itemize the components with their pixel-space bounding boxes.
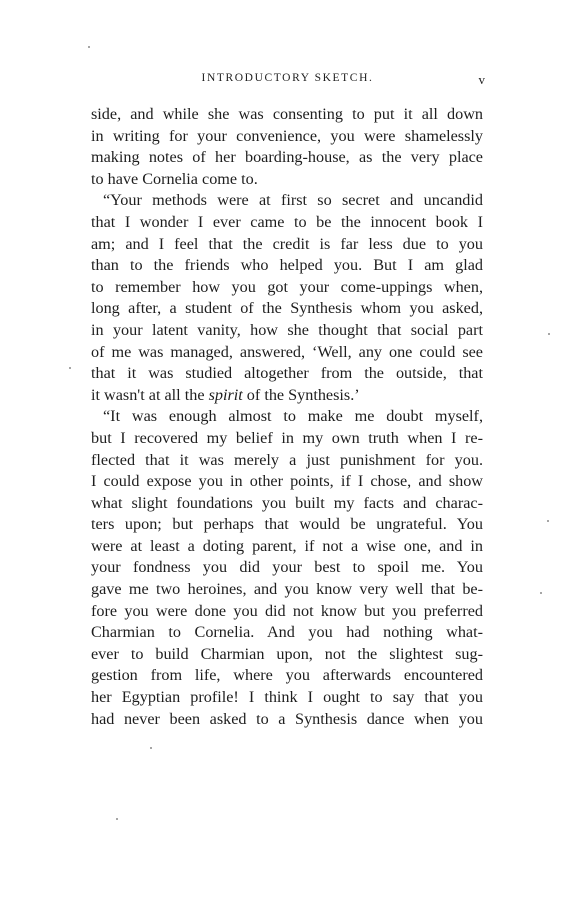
text-line: in your latent vanity, how she thought that social part — [91, 320, 483, 339]
text-line: fore you were done you did not know but you preferred — [91, 601, 483, 620]
page-number: v — [478, 72, 485, 87]
page-header — [90, 72, 485, 92]
paragraph-end-line: it wasn't at all the spirit of the Synthesis.’ — [91, 385, 360, 404]
scan-speck — [69, 367, 71, 369]
text-line: to remember how you got your come-uppings when, — [91, 277, 483, 296]
text-line: her Egyptian profile! I think I ought to say that you — [91, 688, 483, 707]
text-line: in writing for your convenience, you were shamelessly — [91, 126, 483, 145]
text-line: were at least a doting parent, if not a wise one, and in — [91, 536, 483, 555]
body-text — [91, 104, 483, 730]
paragraph-start-line: “It was enough almost to make me doubt myself, — [103, 407, 483, 426]
paragraph-end-line: to have Cornelia come to. — [91, 169, 258, 188]
text-line: am; and I feel that the credit is far less due to you — [91, 234, 483, 253]
text-line: I could expose you in other points, if I chose, and show — [91, 472, 483, 491]
text-line: than to the friends who helped you. But I am glad — [91, 256, 483, 275]
scan-speck — [547, 520, 549, 522]
text-line: making notes of her boarding-house, as the very place — [91, 148, 483, 167]
text-line: but I recovered my belief in my own truth when I re- — [91, 428, 483, 447]
text-line: ters upon; but perhaps that would be ungrateful. You — [91, 515, 483, 534]
text-line: Charmian to Cornelia. And you had nothing what- — [91, 623, 483, 642]
text-line: ever to build Charmian upon, not the slightest sug- — [91, 644, 483, 663]
text-line: that I wonder I ever came to be the innocent book I — [91, 212, 483, 231]
text-line: had never been asked to a Synthesis dance when you — [91, 709, 483, 728]
text-line: of me was managed, answered, ‘Well, any one could see — [91, 342, 483, 361]
text-line: what slight foundations you built my facts and charac- — [91, 493, 483, 512]
paragraph-start-line: “Your methods were at first so secret and uncandid — [103, 191, 483, 210]
running-head: INTRODUCTORY SKETCH. — [201, 72, 374, 84]
text-line: flected that it was merely a just punishment for you. — [91, 450, 483, 469]
text-line: side, and while she was consenting to put it all down — [91, 105, 483, 123]
text-line: your fondness you did your best to spoil me. You — [91, 558, 483, 577]
italic-word: spirit — [208, 385, 243, 404]
text-line: gestion from life, where you afterwards encountered — [91, 666, 483, 685]
scan-speck — [116, 818, 118, 820]
text-line: gave me two heroines, and you know very well that be- — [91, 580, 483, 599]
scan-speck — [548, 333, 550, 335]
scan-speck — [540, 592, 542, 594]
scan-speck — [150, 747, 152, 749]
text-line: that it was studied altogether from the outside, that — [91, 364, 483, 383]
text-line: long after, a student of the Synthesis whom you asked, — [91, 299, 483, 318]
scan-speck — [88, 46, 90, 48]
